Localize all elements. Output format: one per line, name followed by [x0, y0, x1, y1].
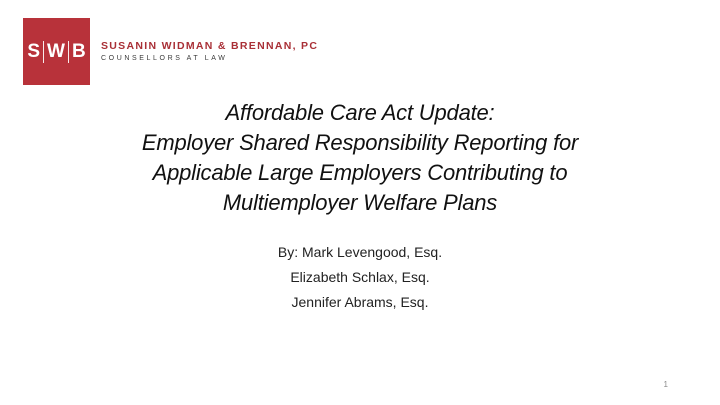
author-line: Jennifer Abrams, Esq.	[291, 294, 429, 310]
logo-letter-b: B	[71, 41, 86, 62]
logo-letters	[24, 41, 88, 63]
author-list	[160, 240, 560, 315]
firm-subtitle: COUNSELLORS AT LAW	[101, 55, 228, 62]
author-line: By: Mark Levengood, Esq.	[277, 244, 443, 260]
page-number: 1	[663, 380, 668, 389]
author-line: Elizabeth Schlax, Esq.	[290, 269, 430, 285]
logo-letter-w: W	[47, 41, 65, 62]
logo-letter-s: S	[27, 41, 40, 62]
title-line: Affordable Care Act Update:	[225, 100, 495, 125]
logo-divider	[68, 41, 69, 63]
title-line: Employer Shared Responsibility Reporting for	[141, 130, 579, 155]
firm-name: SUSANIN WIDMAN & BRENNAN, PC	[101, 40, 319, 52]
title-line: Multiemployer Welfare Plans	[222, 190, 498, 215]
slide-title	[40, 98, 680, 218]
firm-logo	[23, 18, 90, 85]
logo-divider	[43, 41, 44, 63]
title-line: Applicable Large Employers Contributing to	[152, 160, 568, 185]
